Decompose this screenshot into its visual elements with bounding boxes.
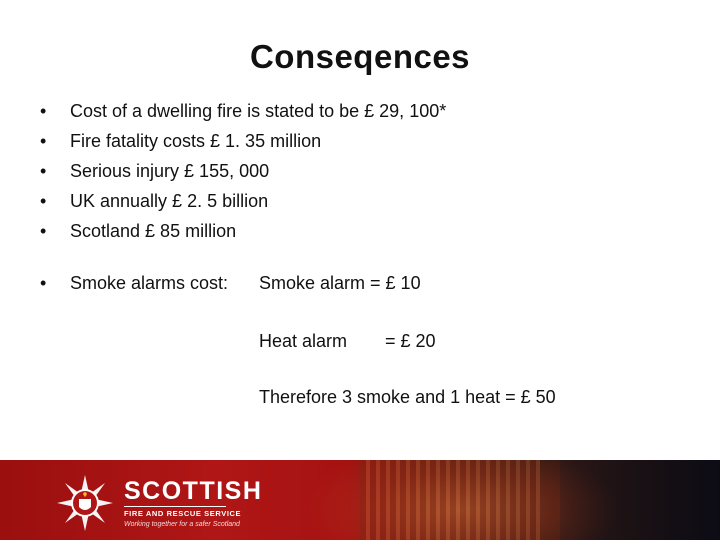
bullet-marker: •	[40, 273, 47, 293]
bullet-marker: •	[40, 101, 47, 121]
bullet-item	[40, 216, 446, 246]
heat-alarm-row	[259, 326, 436, 356]
bullet-marker: •	[40, 221, 47, 241]
heat-alarm-cost: = £ 20	[385, 331, 436, 351]
bullet-marker: •	[40, 131, 47, 151]
bullet-text: Scotland £ 85 million	[70, 221, 237, 241]
smoke-alarm-cost: Smoke alarm = £ 10	[259, 273, 421, 293]
bullet-item	[40, 126, 446, 156]
bullet-text: Fire fatality costs £ 1. 35 million	[70, 131, 322, 151]
total-cost-row: Therefore 3 smoke and 1 heat = £ 50	[259, 387, 556, 407]
heat-alarm-label: Heat alarm	[259, 331, 348, 351]
alarm-cost-lead: Smoke alarms cost:	[70, 273, 229, 293]
cost-bullet-list	[40, 96, 446, 246]
bullet-text: Serious injury £ 155, 000	[70, 161, 270, 181]
bullet-item	[40, 96, 446, 126]
fire-service-emblem-icon	[56, 474, 114, 532]
logo-wordmark: SCOTTISH	[124, 477, 263, 505]
logo-tagline: Working together for a safer Scotland	[124, 521, 240, 528]
bullet-text: UK annually £ 2. 5 billion	[70, 191, 269, 211]
fire-service-logo	[124, 478, 262, 528]
bullet-marker: •	[40, 161, 47, 181]
footer-firefighter-image	[560, 460, 720, 540]
logo-subtitle: FIRE AND RESCUE SERVICE	[124, 509, 242, 518]
bullet-item	[40, 186, 446, 216]
bullet-text: Cost of a dwelling fire is stated to be £ 29, 100*	[70, 101, 447, 121]
logo-divider	[124, 506, 226, 507]
footer-banner	[0, 460, 720, 540]
bullet-item	[40, 156, 446, 186]
bullet-marker: •	[40, 191, 47, 211]
footer-hose-image	[360, 460, 540, 540]
slide-title: Conseqences	[249, 38, 471, 75]
